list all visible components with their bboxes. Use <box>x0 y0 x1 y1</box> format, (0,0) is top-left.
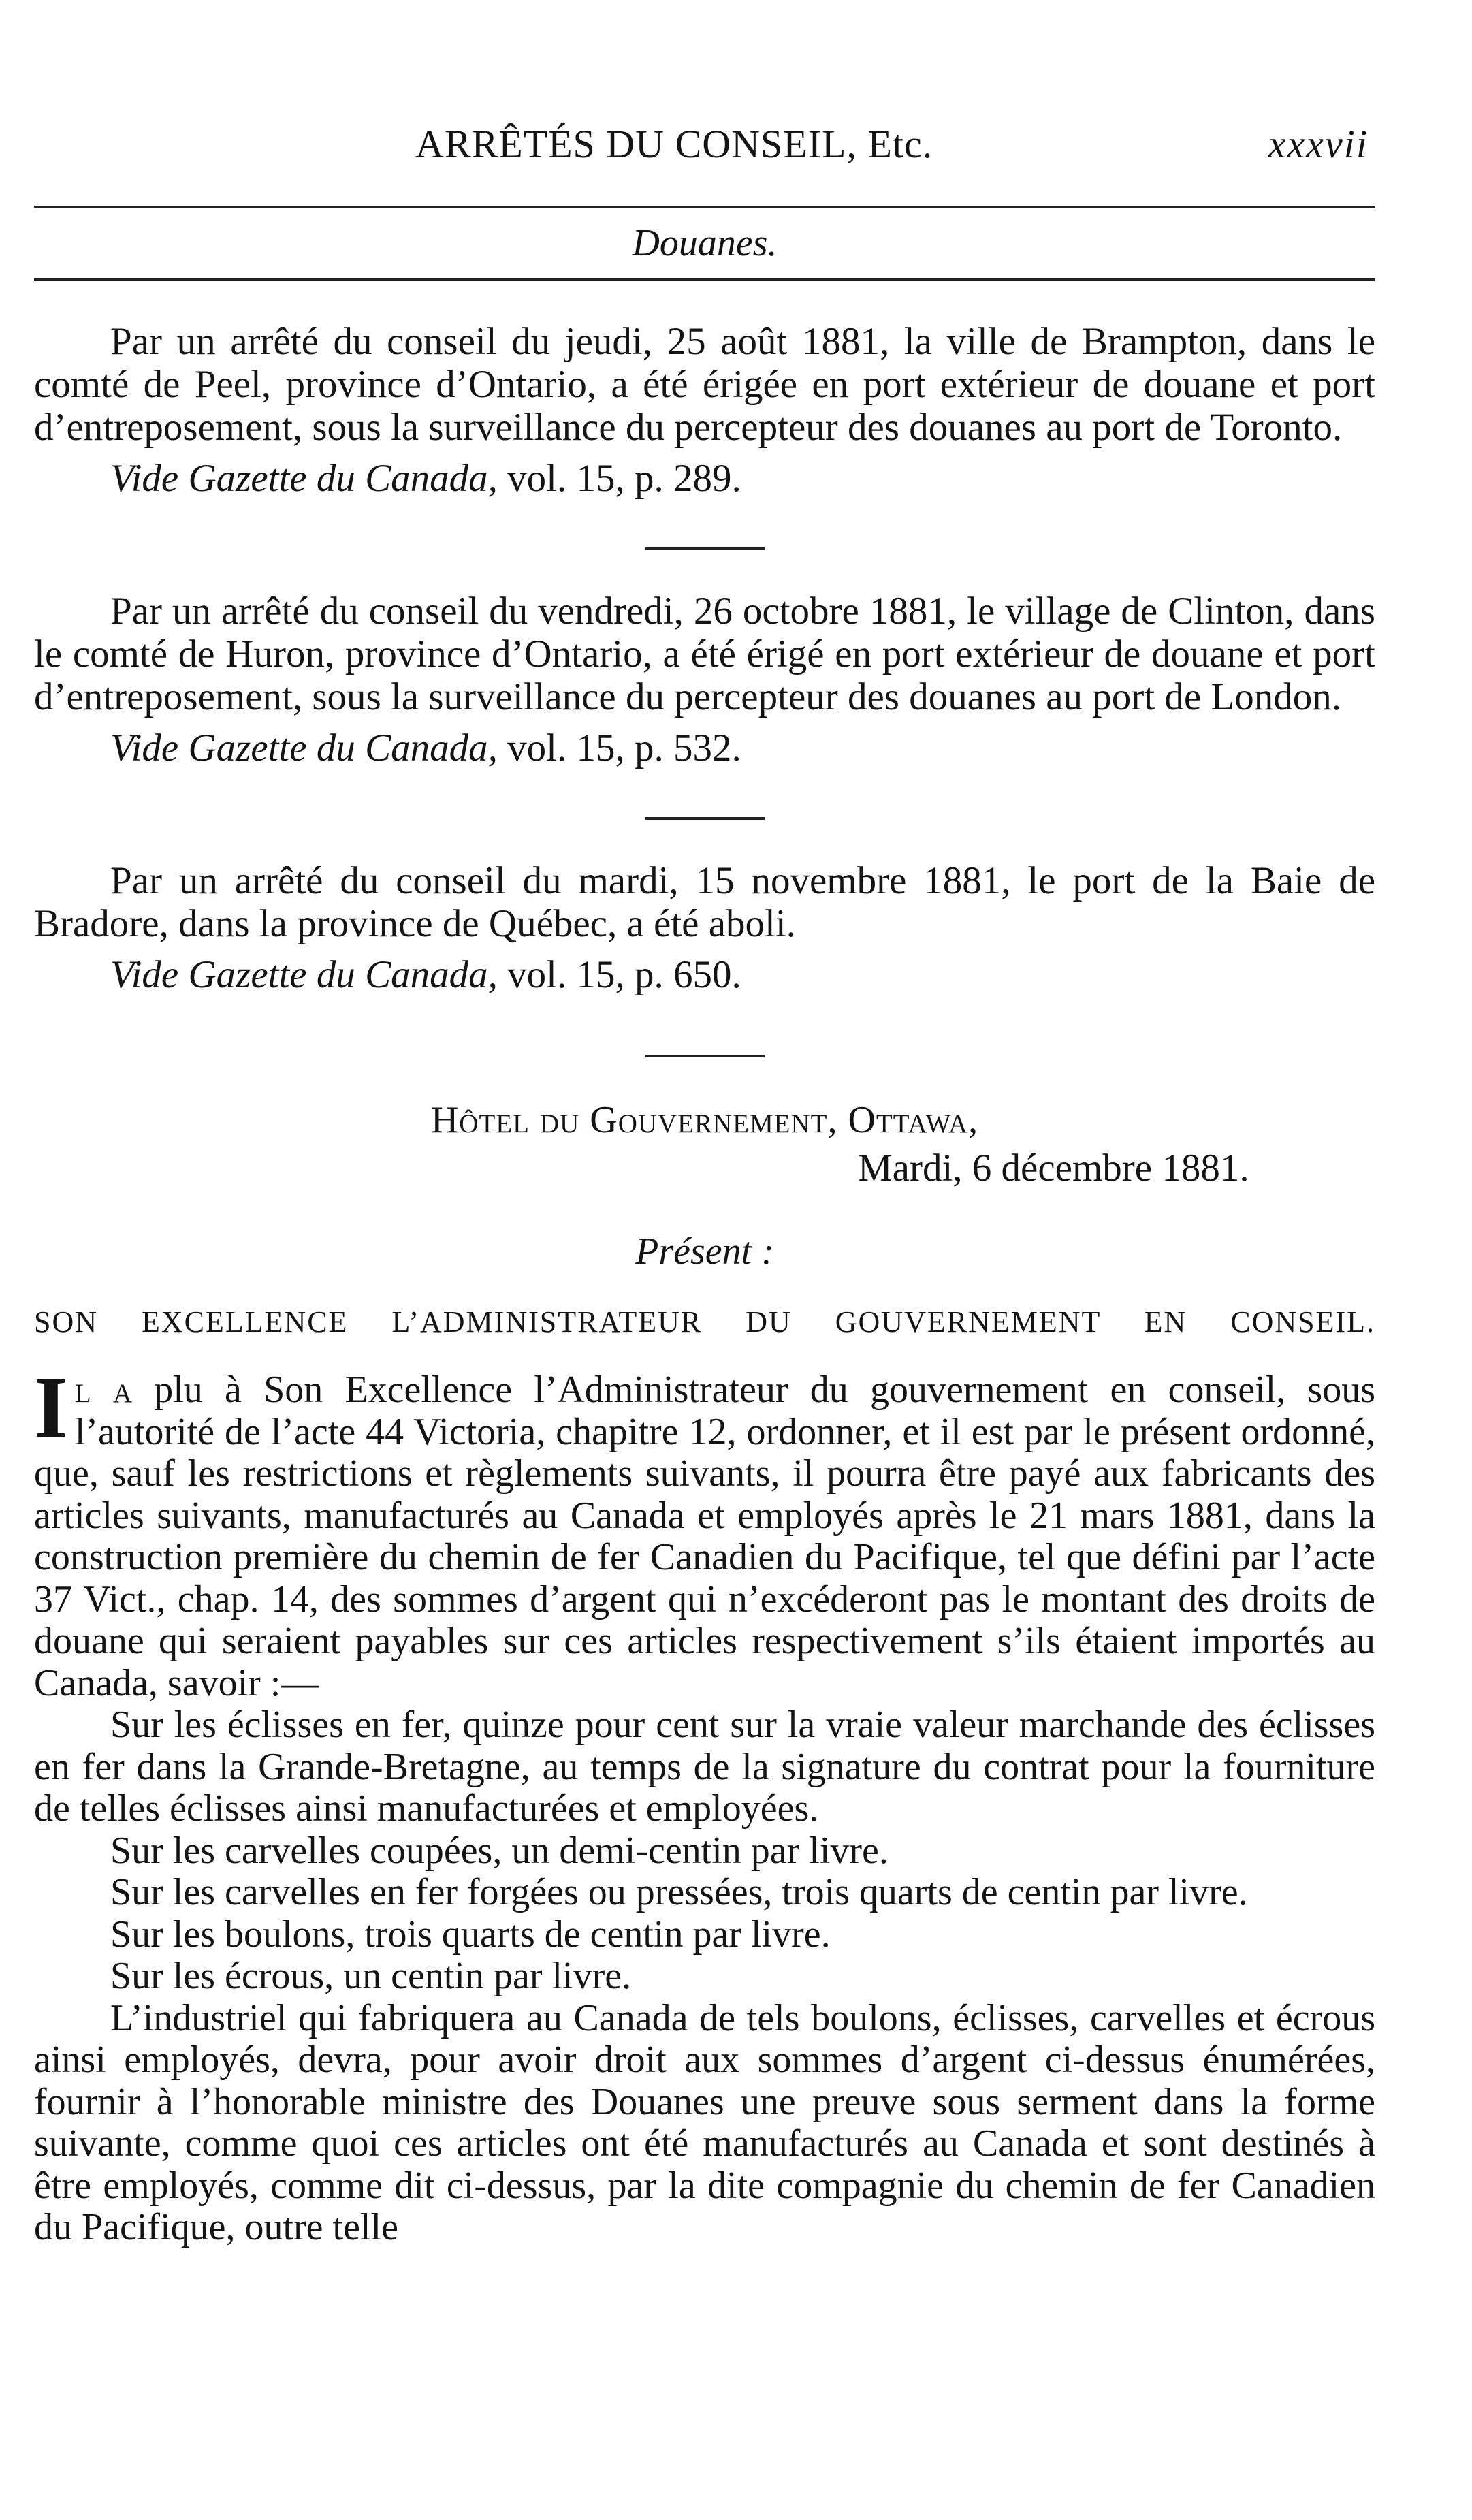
order-place: Hôtel du Gouvernement, Ottawa, <box>430 1099 979 1141</box>
order-paragraph-5: Sur les boulons, trois quarts de centin par livre. <box>110 1913 831 1956</box>
order-paragraph-2: Sur les éclisses en fer, quinze pour cent sur la vraie valeur marchande des éclisses en fer dans la Grande-Bretagne, au temps de la signature du contrat pour la fourniture de telles éclisses ainsi manufacturées et employées. <box>34 1704 1375 1830</box>
order-date: Mardi, 6 décembre 1881. <box>858 1147 1249 1190</box>
order-paragraph-1 <box>34 1359 1376 1704</box>
separator-dash <box>645 1055 765 1057</box>
gazette-title: Vide Gazette du Canada, <box>110 457 498 500</box>
order-body <box>34 1359 1376 2249</box>
order-item-text: Par un arrêté du conseil du mardi, 15 novembre 1881, le port de la Baie de Bradore, dans la province de Québec, a été aboli. <box>34 859 1375 945</box>
council-heading: SON EXCELLENCE L’ADMINISTRATEUR DU GOUVERNEMENT EN CONSEIL. <box>34 1305 1375 1339</box>
order-paragraph-6: Sur les écrous, un centin par livre. <box>110 1955 632 1997</box>
opening-small-caps: l a <box>74 1369 133 1411</box>
gazette-volume: vol. 15, p. 289. <box>507 457 741 500</box>
section-title: Douanes. <box>632 222 778 264</box>
order-item-1 <box>34 320 1375 449</box>
gazette-volume: vol. 15, p. 532. <box>507 727 741 769</box>
order-paragraph-4: Sur les carvelles en fer forgées ou pressées, trois quarts de centin par livre. <box>110 1871 1248 1913</box>
running-title: ARRÊTÉS DU CONSEIL, Etc. <box>415 122 933 166</box>
separator-dash <box>645 817 765 820</box>
gazette-reference-2 <box>34 727 1375 769</box>
order-paragraph-3: Sur les carvelles coupées, un demi-centin par livre. <box>110 1829 889 1872</box>
order-paragraph-7: L’industriel qui fabriquera au Canada de tels boulons, éclisses, carvelles et écrous ainsi employés, devra, pour avoir droit aux sommes d’argent ci-dessus énumérées, fournir à l’honorable ministre des Douanes une preuve sous serment dans la forme suivante, comme quoi ces articles ont été manufacturés au Canada et sont destinés à être employés, comme dit ci-dessus, par la dite compagnie du chemin de fer Canadien du Pacifique, outre telle <box>34 1996 1375 2248</box>
order-item-text: Par un arrêté du conseil du vendredi, 26 octobre 1881, le village de Clinton, dans le comté de Huron, province d’Ontario, a été érigé en port extérieur de douane et port d’entreposement, sous la surveillance du percepteur des douanes au port de London. <box>34 590 1375 718</box>
document-page <box>34 109 1375 2249</box>
order-item-text: Par un arrêté du conseil du jeudi, 25 août 1881, la ville de Brampton, dans le comté de Peel, province d’Ontario, a été érigée en port extérieur de douane et port d’entreposement, sous la surveillance du percepteur des douanes au port de Toronto. <box>34 320 1375 449</box>
section-rule-bottom <box>34 278 1375 281</box>
gazette-reference-1 <box>34 457 1375 500</box>
order-item-3 <box>34 859 1375 945</box>
gazette-title: Vide Gazette du Canada, <box>110 727 498 769</box>
gazette-title: Vide Gazette du Canada, <box>110 953 498 996</box>
paragraph-text: plu à Son Excellence l’Administrateur du gouvernement en conseil, sous l’autorité de l’acte 44 Victoria, chapitre 12, ordonner, et il est par le présent ordonné, que, sauf les restrictions et règlements suivants, il pourra être payé aux fabricants des articles suivants, manufacturés au Canada et employés après le 21 mars 1881, dans la construction première du chemin de fer Canadien du Pacifique, tel que défini par l’acte 37 Vict., chap. 14, des sommes d’argent qui n’excéderont pas le montant des droits de douane qui seraient payables sur ces articles respectivement s’ils étaient importés au Canada, savoir :— <box>34 1369 1376 1704</box>
drop-cap: I <box>34 1359 68 1456</box>
running-header <box>34 109 1375 191</box>
order-item-2 <box>34 590 1375 718</box>
page-number: xxxvii <box>1268 122 1369 166</box>
present-heading: Présent : <box>635 1230 774 1273</box>
gazette-volume: vol. 15, p. 650. <box>507 953 741 996</box>
separator-dash <box>645 547 765 550</box>
gazette-reference-3 <box>34 953 1375 996</box>
